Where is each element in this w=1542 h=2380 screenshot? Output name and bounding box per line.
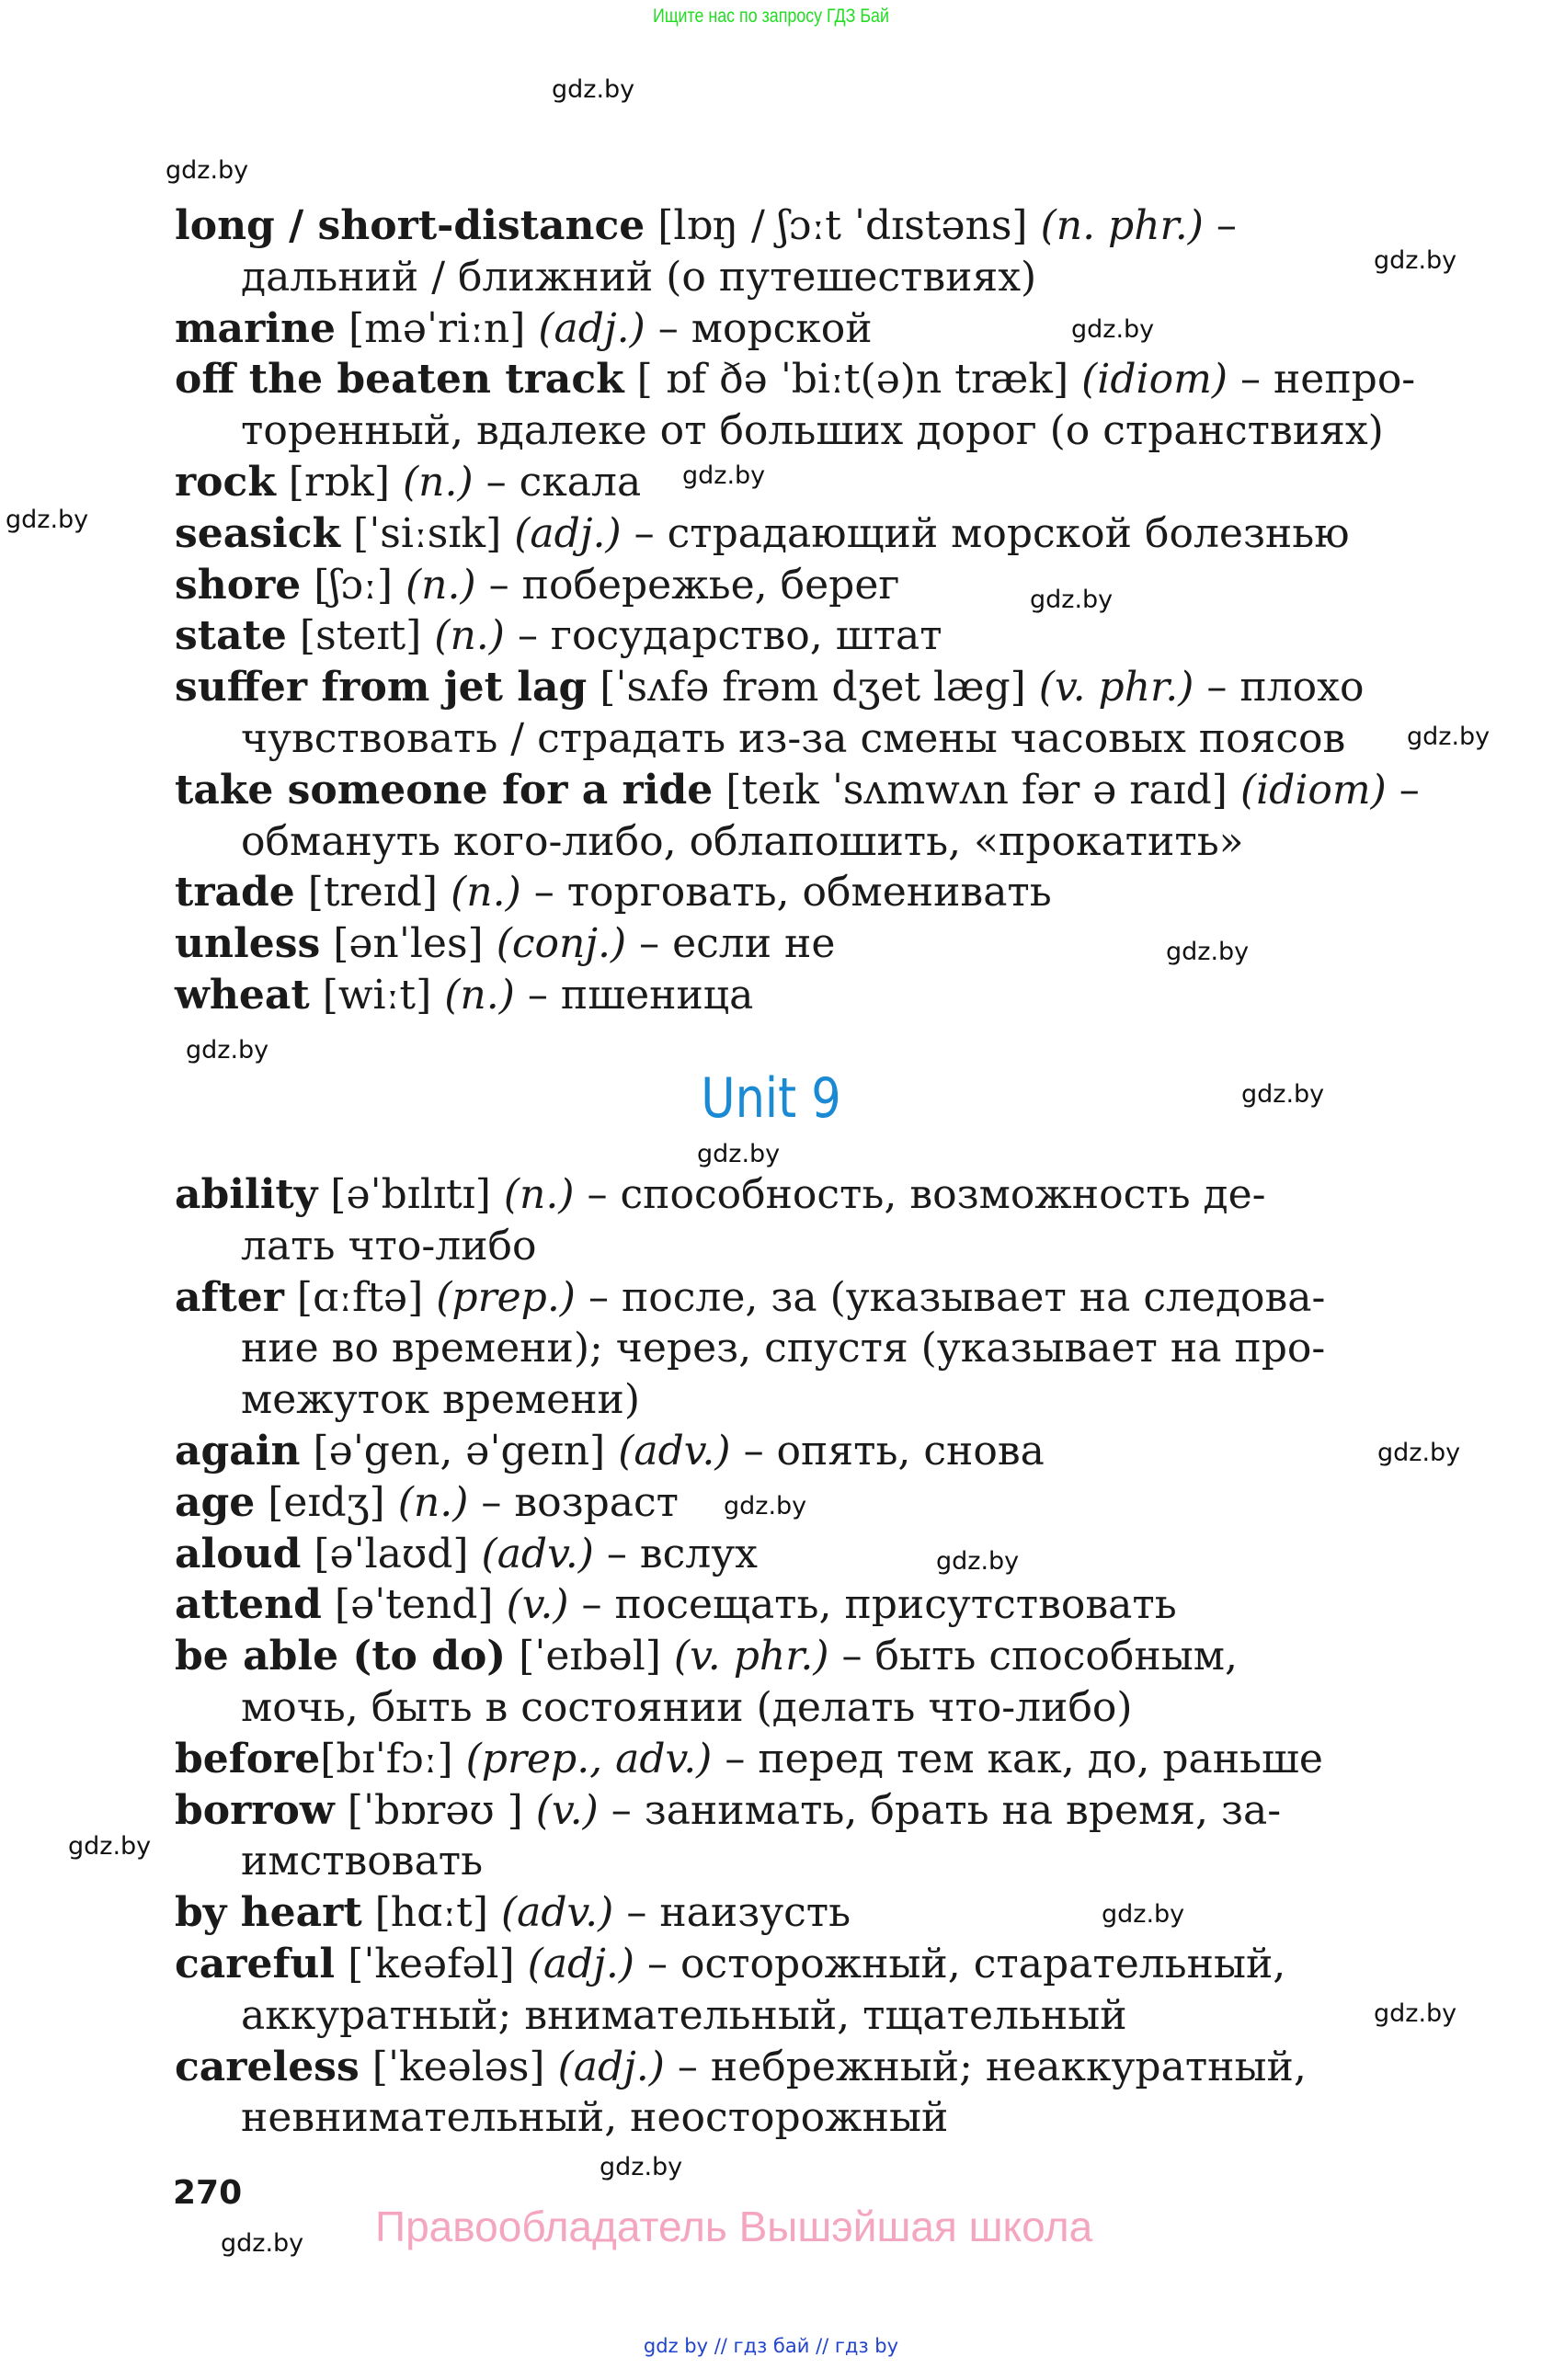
watermark-text: gdz.by xyxy=(166,156,249,185)
headword: ability xyxy=(175,1171,318,1218)
headword: state xyxy=(175,612,287,660)
watermark-text: gdz.by xyxy=(68,1832,152,1861)
headword: seasick xyxy=(175,509,341,557)
part-of-speech: (v. phr.) xyxy=(673,1633,829,1680)
transcription: [lɒŋ / ʃɔːt ˈdɪstəns] xyxy=(645,202,1041,249)
top-banner: Ищите нас по запросу ГДЗ Бай xyxy=(653,6,889,27)
transcription: [hɑːt] xyxy=(361,1889,501,1937)
transcription: [ˈsʌfə frəm dʒet læg] xyxy=(587,664,1039,712)
entry-first-line xyxy=(175,610,1407,662)
entry-first-line xyxy=(175,1426,1407,1477)
dictionary-entry xyxy=(175,970,1407,1021)
definition-continuation: лать что-либо xyxy=(241,1222,537,1270)
transcription: [wiːt] xyxy=(309,971,445,1019)
watermark-text: gdz.by xyxy=(600,2153,683,2181)
definition-continuation: аккуратный; внимательный, тщательный xyxy=(241,1991,1127,2039)
transcription: [ˈeɪbəl] xyxy=(506,1633,674,1680)
dictionary-entry xyxy=(175,867,1407,918)
transcription: [rɒk] xyxy=(275,458,403,506)
headword: be able (to do) xyxy=(175,1633,507,1680)
entry-first-line xyxy=(175,457,1407,508)
headword: wheat xyxy=(175,971,310,1019)
dictionary-entry xyxy=(175,2042,1407,2145)
definition: – быть способным, xyxy=(828,1633,1238,1680)
definition: – морской xyxy=(645,304,873,352)
part-of-speech: (adj.) xyxy=(557,2043,665,2090)
entry-first-line xyxy=(175,1579,1407,1631)
dictionary-entry xyxy=(175,1579,1407,1631)
dictionary-entry xyxy=(175,1939,1407,2042)
dictionary-entry xyxy=(175,354,1416,457)
entry-first-line xyxy=(175,1887,1407,1939)
watermark-text: gdz.by xyxy=(682,461,766,490)
headword: suffer from jet lag xyxy=(175,664,588,712)
definition: – опять, снова xyxy=(730,1427,1045,1475)
headword: careful xyxy=(175,1940,336,1987)
dictionary-entry xyxy=(175,1631,1407,1734)
entry-first-line xyxy=(175,1169,1407,1221)
transcription: [məˈriːn] xyxy=(335,304,539,352)
part-of-speech: (prep., adv.) xyxy=(465,1735,713,1782)
headword: after xyxy=(175,1273,284,1321)
dictionary-entry xyxy=(175,200,1407,303)
transcription: [ˈkeəfəl] xyxy=(335,1940,528,1987)
part-of-speech: (adv.) xyxy=(481,1530,594,1577)
dictionary-entry xyxy=(175,610,1407,662)
watermark-text: gdz.by xyxy=(552,75,635,104)
definition-continuation: обмануть кого-либо, облапошить, «прокатить» xyxy=(241,817,1244,865)
bottom-links[interactable]: gdz by // гдз бай // гдз by xyxy=(643,2335,899,2357)
definition-continuation: ние во времени); через, спустя (указывает на про- xyxy=(241,1325,1326,1372)
watermark-text: gdz.by xyxy=(724,1492,807,1520)
watermark-text: gdz.by xyxy=(1102,1900,1185,1929)
entry-first-line xyxy=(175,1272,1407,1324)
transcription: [əˈlaʊd] xyxy=(301,1530,482,1577)
watermark-text: gdz.by xyxy=(1374,1999,1457,2028)
part-of-speech: (conj.) xyxy=(496,920,627,968)
transcription: [steɪt] xyxy=(286,612,435,660)
part-of-speech: (n. phr.) xyxy=(1040,202,1204,249)
copyright-notice: Правообладатель Вышэйшая школа xyxy=(375,2203,1093,2250)
headword: rock xyxy=(175,458,276,506)
definition-continuation: торенный, вдалеке от больших дорог (о странствиях) xyxy=(241,407,1384,455)
transcription: [ɑːftə] xyxy=(283,1273,437,1321)
transcription: [ˈbɒrəʊ ] xyxy=(334,1786,536,1834)
definition: – вслух xyxy=(593,1530,758,1577)
definition: – небрежный; неаккуратный, xyxy=(664,2043,1307,2090)
definition: – если не xyxy=(626,920,836,968)
transcription: [bɪˈfɔː] xyxy=(320,1735,466,1782)
part-of-speech: (n.) xyxy=(434,612,505,660)
transcription: [əˈgen, əˈgeɪn] xyxy=(300,1427,619,1475)
definition: – государство, штат xyxy=(504,612,942,660)
part-of-speech: (adj.) xyxy=(527,1940,635,1987)
watermark-text: gdz.by xyxy=(1407,723,1491,751)
watermark-text: gdz.by xyxy=(221,2229,304,2258)
definition-continuation: мочь, быть в состоянии (делать что-либо) xyxy=(241,1683,1133,1731)
entry-first-line xyxy=(175,1477,1407,1529)
transcription: [əˈtend] xyxy=(321,1581,507,1629)
dictionary-entry xyxy=(175,1529,1407,1580)
definition: – торговать, обменивать xyxy=(520,869,1052,917)
definition: – побережье, берег xyxy=(475,561,900,609)
watermark-text: gdz.by xyxy=(1071,315,1155,344)
part-of-speech: (n.) xyxy=(503,1171,575,1218)
vocabulary-section-unit-9 xyxy=(175,1169,1407,2144)
part-of-speech: (n.) xyxy=(397,1478,469,1526)
definition-continuation: чувствовать / страдать из-за смены часовых поясов xyxy=(241,714,1346,762)
dictionary-entry xyxy=(175,1272,1407,1426)
definition: – занимать, брать на время, за- xyxy=(598,1786,1282,1834)
part-of-speech: (n.) xyxy=(451,869,521,917)
dictionary-entry xyxy=(175,918,1407,970)
headword: trade xyxy=(175,869,295,917)
dictionary-entry xyxy=(175,457,1407,508)
dictionary-entry xyxy=(175,1477,1407,1529)
entry-first-line xyxy=(175,2042,1407,2093)
definition: – после, за (указывает на следова- xyxy=(575,1273,1326,1321)
watermark-text: gdz.by xyxy=(1374,246,1457,275)
entry-first-line xyxy=(175,1939,1407,1990)
watermark-text: gdz.by xyxy=(697,1140,781,1168)
headword: age xyxy=(175,1478,256,1526)
entry-first-line xyxy=(175,1785,1407,1837)
definition: – страдающий морской болезнью xyxy=(621,509,1350,557)
headword: again xyxy=(175,1427,301,1475)
dictionary-entry xyxy=(175,662,1407,765)
part-of-speech: (idiom) xyxy=(1239,766,1387,814)
entry-first-line xyxy=(175,662,1407,713)
definition-continuation: межуток времени) xyxy=(241,1376,641,1424)
entry-first-line xyxy=(175,918,1407,970)
entry-first-line xyxy=(175,1631,1407,1682)
part-of-speech: (adj.) xyxy=(538,304,645,352)
part-of-speech: (adv.) xyxy=(618,1427,731,1475)
transcription: [treɪd] xyxy=(294,869,451,917)
part-of-speech: (n.) xyxy=(405,561,476,609)
definition: – xyxy=(1386,766,1420,814)
watermark-text: gdz.by xyxy=(1377,1439,1461,1467)
part-of-speech: (n.) xyxy=(444,971,515,1019)
definition: – скала xyxy=(473,458,642,506)
definition: – посещать, присутствовать xyxy=(568,1581,1177,1629)
entry-first-line xyxy=(175,354,1416,405)
definition: – осторожный, старательный, xyxy=(634,1940,1286,1987)
transcription: [əˈbɪlɪtɪ] xyxy=(317,1171,504,1218)
entry-first-line xyxy=(175,303,1407,355)
dictionary-entry xyxy=(175,303,1407,355)
watermark-text: gdz.by xyxy=(186,1036,269,1065)
headword: shore xyxy=(175,561,302,609)
watermark-text: gdz.by xyxy=(6,506,89,534)
dictionary-entry xyxy=(175,1887,1407,1939)
part-of-speech: (v. phr.) xyxy=(1038,664,1194,712)
transcription: [eɪdʒ] xyxy=(255,1478,398,1526)
watermark-text: gdz.by xyxy=(1241,1080,1325,1109)
definition: – перед тем как, до, раньше xyxy=(712,1735,1323,1782)
headword: marine xyxy=(175,304,336,352)
dictionary-entry xyxy=(175,1169,1407,1272)
definition: – наизусть xyxy=(613,1889,851,1937)
definition: – непро- xyxy=(1227,356,1416,404)
headword: attend xyxy=(175,1581,322,1629)
definition: – возраст xyxy=(468,1478,679,1526)
definition-continuation: невнимательный, неосторожный xyxy=(241,2094,949,2142)
dictionary-entry xyxy=(175,1734,1407,1785)
headword: long / short-distance xyxy=(175,202,645,249)
entry-first-line xyxy=(175,1529,1407,1580)
dictionary-entry xyxy=(175,560,1407,611)
headword: by heart xyxy=(175,1889,362,1937)
entry-first-line xyxy=(175,867,1407,918)
transcription: [ənˈles] xyxy=(320,920,497,968)
definition: – способность, возможность де- xyxy=(574,1171,1266,1218)
headword: careless xyxy=(175,2043,360,2090)
dictionary-entry xyxy=(175,1785,1407,1888)
headword: borrow xyxy=(175,1786,335,1834)
part-of-speech: (adv.) xyxy=(500,1889,614,1937)
entry-first-line xyxy=(175,560,1407,611)
watermark-text: gdz.by xyxy=(1030,586,1114,614)
dictionary-entry xyxy=(175,508,1407,560)
entry-first-line xyxy=(175,200,1407,252)
unit-heading: Unit 9 xyxy=(701,1066,841,1131)
headword: unless xyxy=(175,920,321,968)
transcription: [ˈsiːsɪk] xyxy=(340,509,515,557)
headword: off the beaten track xyxy=(175,356,624,404)
entry-first-line xyxy=(175,508,1407,560)
part-of-speech: (n.) xyxy=(402,458,474,506)
part-of-speech: (adj.) xyxy=(514,509,622,557)
watermark-text: gdz.by xyxy=(936,1547,1020,1576)
headword: take someone for a ride xyxy=(175,766,714,814)
part-of-speech: (prep.) xyxy=(436,1273,576,1321)
transcription: [ ɒf ðə ˈbiːt(ə)n træk] xyxy=(623,356,1082,404)
page-number: 270 xyxy=(173,2174,243,2212)
transcription: [ʃɔː] xyxy=(301,561,406,609)
headword: aloud xyxy=(175,1530,302,1577)
definition: – плохо xyxy=(1194,664,1365,712)
dictionary-entry xyxy=(175,765,1420,868)
part-of-speech: (v.) xyxy=(535,1786,599,1834)
part-of-speech: (v.) xyxy=(506,1581,569,1629)
watermark-text: gdz.by xyxy=(1166,938,1250,966)
definition: – пшеница xyxy=(514,971,754,1019)
dictionary-entry xyxy=(175,1426,1407,1477)
part-of-speech: (idiom) xyxy=(1081,356,1228,404)
entry-first-line xyxy=(175,970,1407,1021)
headword: before xyxy=(175,1735,321,1782)
definition: – xyxy=(1203,202,1237,249)
definition-continuation: имствовать xyxy=(241,1838,484,1885)
definition-continuation: дальний / ближний (о путешествиях) xyxy=(241,253,1037,301)
transcription: [ˈkeələs] xyxy=(359,2043,558,2090)
transcription: [teɪk ˈsʌmwʌn fər ə raɪd] xyxy=(713,766,1240,814)
entry-first-line xyxy=(175,765,1420,816)
entry-first-line xyxy=(175,1734,1407,1785)
